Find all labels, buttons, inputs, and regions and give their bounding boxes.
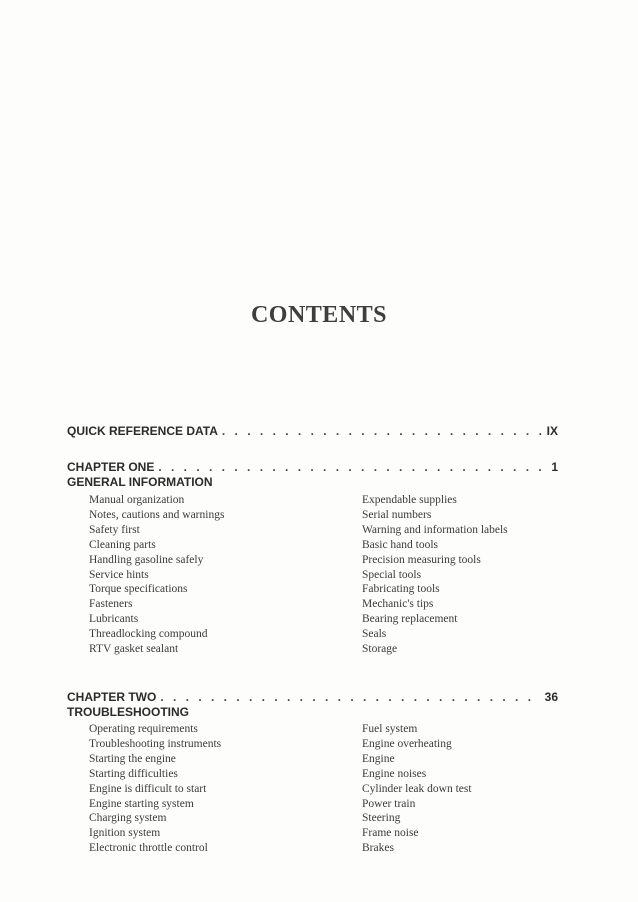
topic-item: Serial numbers [362, 508, 432, 521]
toc-entry-chapter-two[interactable] [67, 690, 558, 704]
topic-item: Basic hand tools [362, 538, 439, 551]
chapter-two-topics-left [89, 722, 221, 856]
topic-item: Starting the engine [89, 752, 176, 765]
topic-item: Frame noise [362, 827, 419, 840]
topic-item: Handling gasoline safely [89, 553, 204, 566]
topic-item: Special tools [362, 568, 422, 581]
toc-entry-quick-reference[interactable] [67, 424, 558, 438]
toc-entry-page: 36 [544, 690, 558, 704]
topic-item: Ignition system [89, 827, 161, 840]
topic-item: Expendable supplies [362, 494, 457, 506]
topic-item: Cylinder leak down test [362, 782, 472, 795]
topic-item: Fuel system [362, 723, 418, 735]
topic-item: Warning and information labels [362, 523, 508, 536]
dot-leader [222, 424, 543, 438]
topic-item: Cleaning parts [89, 538, 156, 551]
toc-entry-label: CHAPTER ONE [67, 460, 155, 474]
topic-item: Threadlocking compound [89, 628, 208, 641]
toc-entry-chapter-one[interactable] [67, 460, 558, 474]
topic-item: Starting difficulties [89, 767, 178, 780]
topic-item: Torque specifications [89, 583, 188, 596]
chapter-two-subtitle: TROUBLESHOOTING [67, 705, 189, 719]
topic-item: Seals [362, 628, 387, 641]
topic-item: Fasteners [89, 598, 133, 611]
toc-entry-label: CHAPTER TWO [67, 690, 157, 704]
dot-leader [158, 460, 547, 474]
chapter-one-subtitle: GENERAL INFORMATION [67, 475, 213, 489]
topic-item: RTV gasket sealant [89, 643, 179, 656]
topic-item: Lubricants [89, 613, 139, 626]
toc-entry-page: IX [546, 424, 558, 438]
toc-entry-page: 1 [551, 460, 558, 474]
dot-leader [160, 690, 540, 704]
topic-item: Engine is difficult to start [89, 782, 207, 795]
topic-item: Notes, cautions and warnings [89, 508, 225, 521]
topic-item: Service hints [89, 568, 149, 581]
chapter-one-topics-right [362, 493, 508, 657]
topic-item: Electronic throttle control [89, 842, 208, 855]
topic-item: Manual organization [89, 494, 185, 506]
topic-item: Safety first [89, 523, 140, 536]
chapter-two-topics-right [362, 722, 472, 856]
topic-item: Bearing replacement [362, 613, 458, 626]
toc-entry-label: QUICK REFERENCE DATA [67, 424, 218, 438]
page-title: CONTENTS [250, 302, 388, 328]
topic-item: Engine [362, 752, 395, 765]
topic-item: Engine starting system [89, 797, 194, 810]
topic-item: Power train [362, 797, 416, 810]
topic-item: Engine overheating [362, 737, 452, 750]
chapter-one-topics-left [89, 493, 224, 657]
topic-item: Brakes [362, 842, 394, 855]
topic-item: Precision measuring tools [362, 553, 481, 566]
topic-item: Fabricating tools [362, 583, 440, 596]
topic-item: Engine noises [362, 767, 427, 780]
topic-item: Charging system [89, 812, 167, 825]
topic-item: Operating requirements [89, 723, 198, 735]
topic-item: Mechanic's tips [362, 598, 434, 611]
topic-item: Steering [362, 812, 401, 825]
topic-item: Troubleshooting instruments [89, 737, 222, 750]
topic-item: Storage [362, 643, 398, 656]
